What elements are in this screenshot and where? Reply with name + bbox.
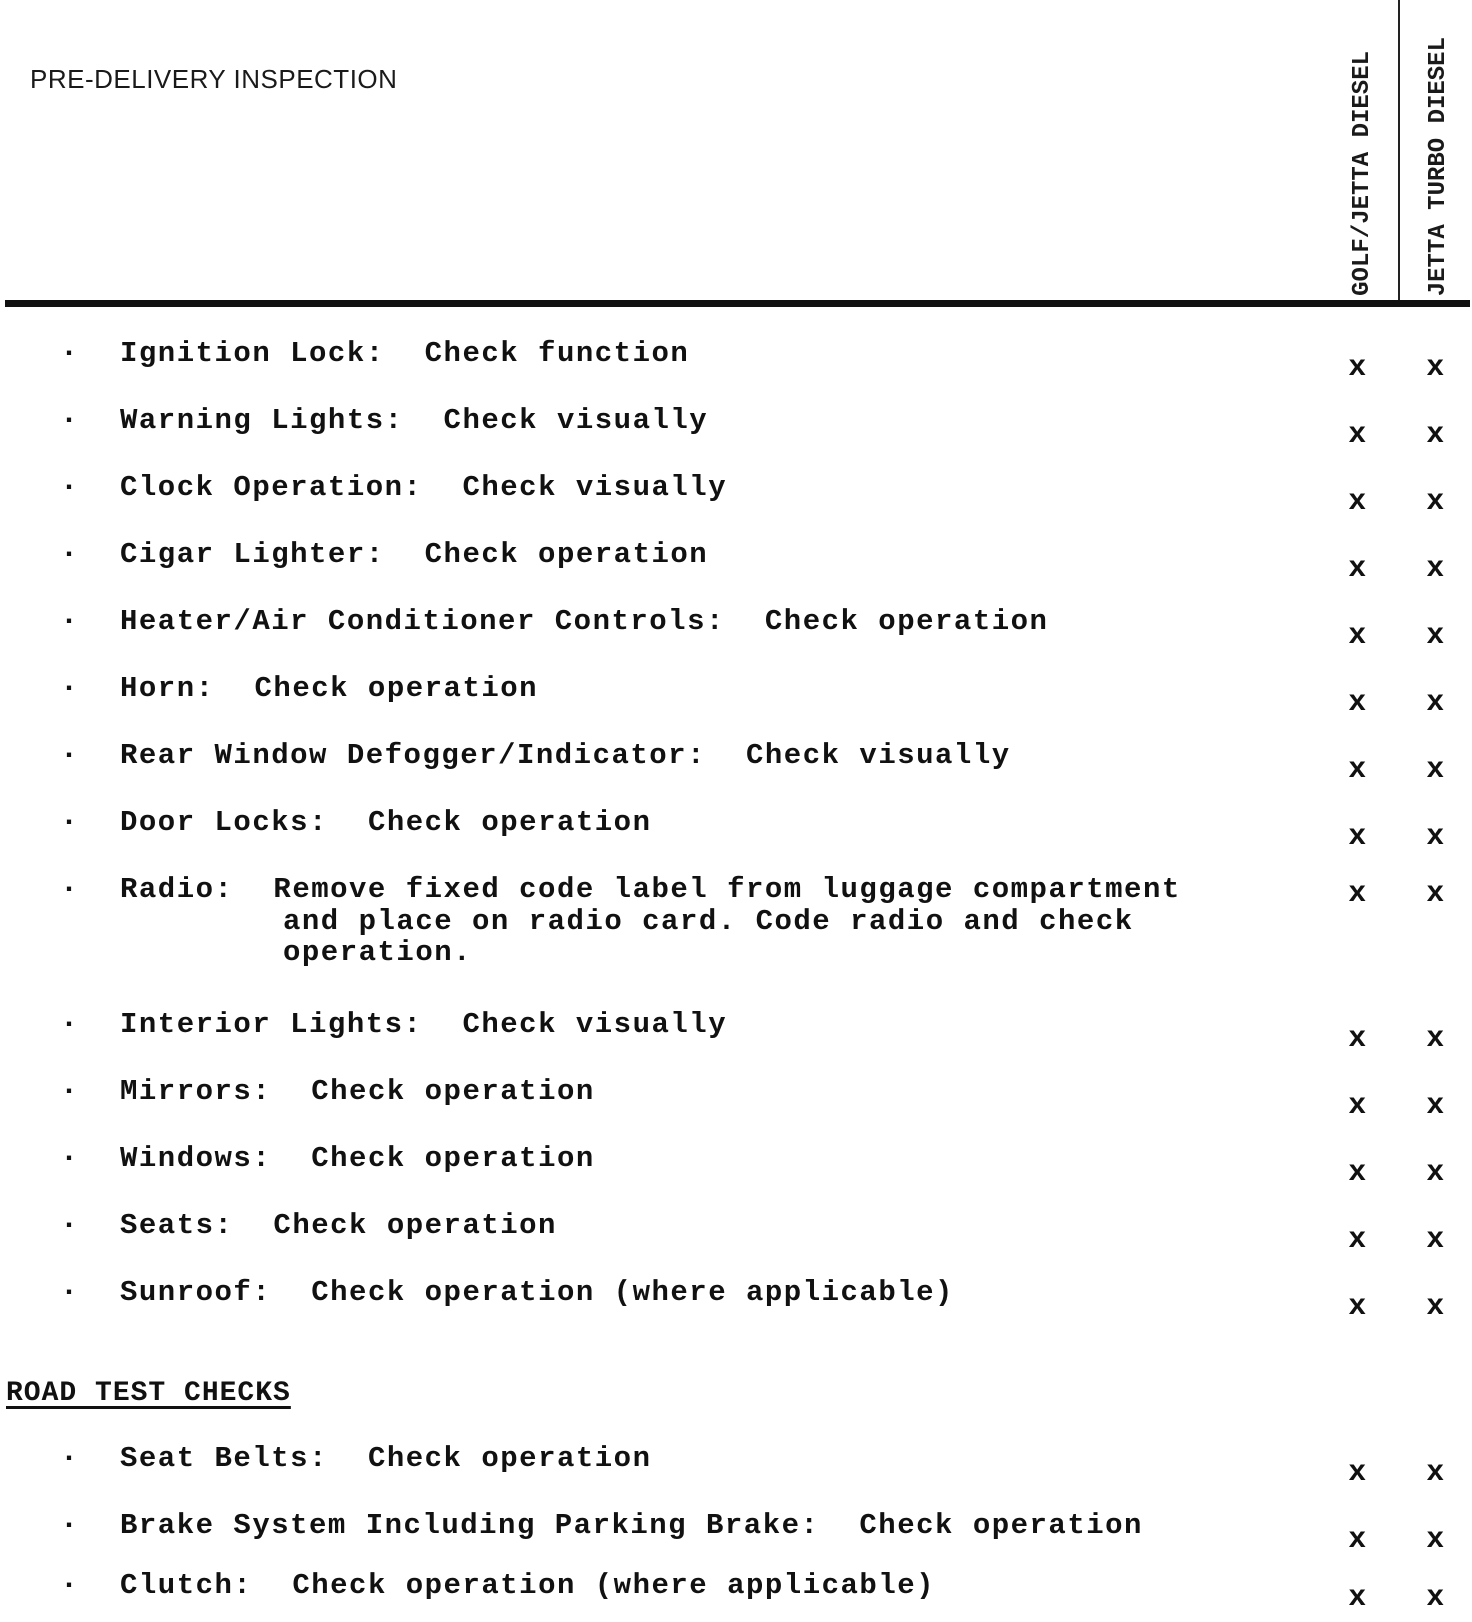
item-text: Brake System Including Parking Brake: Check operation (120, 1509, 1143, 1542)
column-header-golf-jetta-diesel: GOLF/JETTA DIESEL (1349, 51, 1376, 296)
item-text: Ignition Lock: Check function (120, 337, 690, 370)
mark-golf-jetta: x (1348, 1456, 1368, 1490)
mark-jetta-turbo: x (1426, 1456, 1446, 1490)
mark-jetta-turbo: x (1426, 485, 1446, 519)
mark-jetta-turbo: x (1426, 686, 1446, 720)
bullet: · (60, 1008, 80, 1042)
list-item (0, 807, 1472, 867)
mark-jetta-turbo: x (1426, 351, 1446, 385)
list-item (0, 1009, 1472, 1069)
mark-golf-jetta: x (1348, 552, 1368, 586)
list-item (0, 1076, 1472, 1136)
list-item (0, 1210, 1472, 1270)
mark-golf-jetta: x (1348, 485, 1368, 519)
bullet: · (60, 605, 80, 639)
list-item (0, 1143, 1472, 1203)
mark-jetta-turbo: x (1426, 1523, 1446, 1557)
mark-golf-jetta: x (1348, 1581, 1368, 1615)
mark-jetta-turbo: x (1426, 1022, 1446, 1056)
section-title-road-test: ROAD TEST CHECKS (6, 1378, 291, 1409)
item-text: Rear Window Defogger/Indicator: Check visually (120, 739, 1011, 772)
item-text: Radio: Remove fixed code label from luggage compartment and place on radio card. Code radio and check operation. (120, 873, 1181, 969)
bullet: · (60, 471, 80, 505)
item-text: Clutch: Check operation (where applicable) (120, 1569, 936, 1602)
mark-jetta-turbo: x (1426, 1223, 1446, 1257)
bullet: · (60, 873, 80, 907)
mark-golf-jetta: x (1348, 619, 1368, 653)
list-item (0, 405, 1472, 465)
mark-jetta-turbo: x (1426, 877, 1446, 911)
bullet: · (60, 1075, 80, 1109)
list-item (0, 472, 1472, 532)
item-text: Sunroof: Check operation (where applicable) (120, 1276, 954, 1309)
mark-golf-jetta: x (1348, 686, 1368, 720)
mark-jetta-turbo: x (1426, 1290, 1446, 1324)
mark-jetta-turbo: x (1426, 418, 1446, 452)
list-item (0, 1277, 1472, 1337)
page-title: PRE-DELIVERY INSPECTION (30, 64, 398, 94)
bullet: · (60, 1142, 80, 1176)
mark-golf-jetta: x (1348, 820, 1368, 854)
bullet: · (60, 337, 80, 371)
mark-jetta-turbo: x (1426, 820, 1446, 854)
bullet: · (60, 1209, 80, 1243)
bullet: · (60, 1276, 80, 1310)
mark-golf-jetta: x (1348, 351, 1368, 385)
mark-golf-jetta: x (1348, 877, 1368, 911)
mark-golf-jetta: x (1348, 753, 1368, 787)
mark-golf-jetta: x (1348, 1290, 1368, 1324)
mark-jetta-turbo: x (1426, 1089, 1446, 1123)
bullet: · (60, 538, 80, 572)
mark-jetta-turbo: x (1426, 1581, 1446, 1615)
mark-jetta-turbo: x (1426, 552, 1446, 586)
bullet: · (60, 404, 80, 438)
item-text: Horn: Check operation (120, 672, 539, 705)
list-item (0, 1510, 1472, 1570)
list-item (0, 740, 1472, 800)
item-text: Mirrors: Check operation (120, 1075, 595, 1108)
item-text: Seats: Check operation (120, 1209, 557, 1242)
item-text: Warning Lights: Check visually (120, 404, 709, 437)
mark-jetta-turbo: x (1426, 1156, 1446, 1190)
mark-golf-jetta: x (1348, 1089, 1368, 1123)
item-text: Cigar Lighter: Check operation (120, 538, 709, 571)
item-text: Interior Lights: Check visually (120, 1008, 728, 1041)
list-item (0, 673, 1472, 733)
item-text: Windows: Check operation (120, 1142, 595, 1175)
bullet: · (60, 1509, 80, 1543)
list-item (0, 874, 1472, 984)
list-item (0, 338, 1472, 398)
column-header-jetta-turbo-diesel: JETTA TURBO DIESEL (1425, 36, 1452, 296)
mark-jetta-turbo: x (1426, 619, 1446, 653)
bullet: · (60, 739, 80, 773)
mark-golf-jetta: x (1348, 1223, 1368, 1257)
mark-golf-jetta: x (1348, 418, 1368, 452)
mark-jetta-turbo: x (1426, 753, 1446, 787)
mark-golf-jetta: x (1348, 1156, 1368, 1190)
bullet: · (60, 806, 80, 840)
item-text: Seat Belts: Check operation (120, 1442, 652, 1475)
item-text: Clock Operation: Check visually (120, 471, 728, 504)
header-rule (5, 300, 1470, 307)
list-item (0, 1443, 1472, 1503)
column-divider (1398, 0, 1400, 300)
list-item (0, 539, 1472, 599)
bullet: · (60, 1442, 80, 1476)
item-text: Door Locks: Check operation (120, 806, 652, 839)
list-item (0, 606, 1472, 666)
list-item (0, 1570, 1472, 1620)
item-text: Heater/Air Conditioner Controls: Check operation (120, 605, 1049, 638)
bullet: · (60, 1569, 80, 1603)
mark-golf-jetta: x (1348, 1523, 1368, 1557)
bullet: · (60, 672, 80, 706)
mark-golf-jetta: x (1348, 1022, 1368, 1056)
